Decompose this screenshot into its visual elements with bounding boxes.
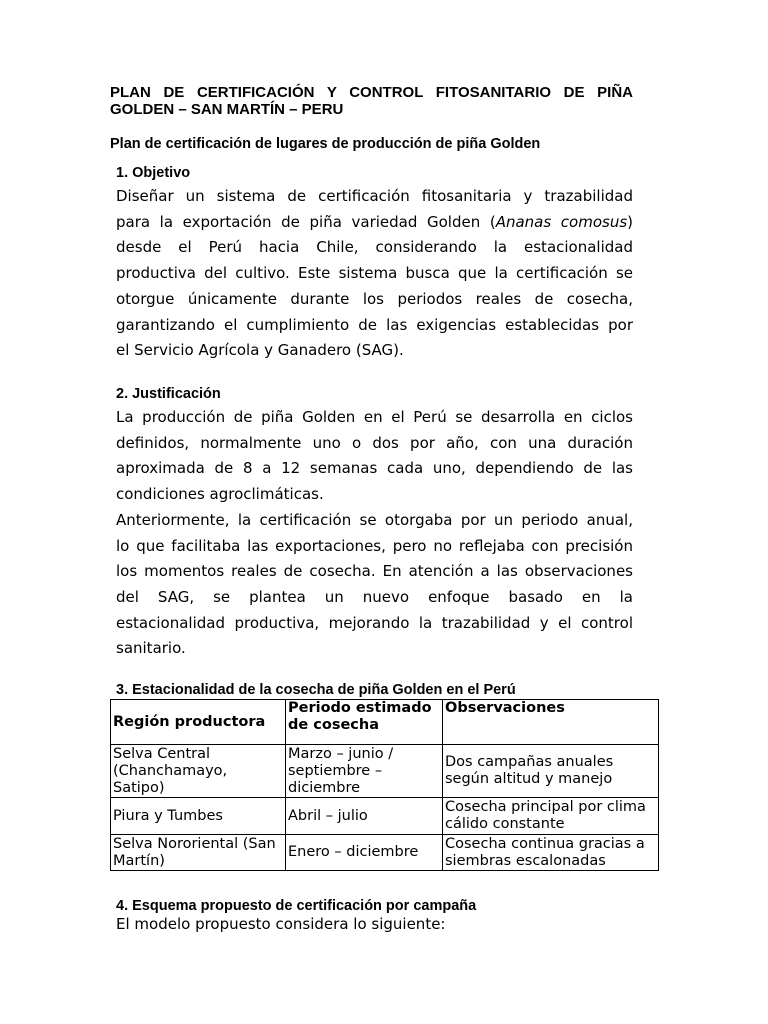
species-lead-text: para la exportación de piña variedad Golden ( [116, 212, 496, 231]
species-name: Ananas comosus [495, 212, 628, 231]
table-cell: Abril – julio [286, 798, 443, 835]
paragraph-line: productiva del cultivo. Este sistema busca que la certificación se [116, 264, 633, 283]
paragraph-line: La producción de piña Golden en el Perú se desarrolla en ciclos [116, 408, 633, 426]
harvest-season-table [110, 699, 659, 871]
table-cell: Piura y Tumbes [111, 798, 286, 835]
paragraph-line: definidos, normalmente uno o dos por año, con una duración [116, 433, 633, 452]
section-1-heading: 1. Objetivo [116, 165, 191, 181]
paragraph-line: lo que facilitaba las exportaciones, pero no reflejaba con precisión [116, 536, 633, 555]
paragraph-line: sanitario. [116, 639, 186, 658]
section-4-intro: El modelo propuesto considera lo siguiente: [116, 915, 446, 933]
section-2-heading: 2. Justificación [116, 386, 221, 402]
table-cell: Selva Central (Chanchamayo, Satipo) [111, 745, 286, 798]
table-header-row [111, 700, 659, 745]
table-cell: Selva Nororiental (San Martín) [111, 835, 286, 871]
table-cell: Dos campañas anuales según altitud y manejo [443, 745, 659, 798]
paragraph-line: Diseñar un sistema de certificación fitosanitaria y trazabilidad [116, 187, 633, 205]
paragraph-line-with-species [116, 210, 633, 236]
species-trail-text: ) [627, 212, 633, 231]
section-1-paragraph [116, 184, 633, 364]
paragraph-line: desde el Perú hacia Chile, considerando la estacionalidad [116, 238, 633, 257]
table-cell: Cosecha continua gracias a siembras escalonadas [443, 835, 659, 871]
paragraph-line: los momentos reales de cosecha. En atención a las observaciones [116, 562, 633, 581]
section-3-heading: 3. Estacionalidad de la cosecha de piña Golden en el Perú [116, 682, 516, 698]
title-line-1: PLAN DE CERTIFICACIÓN Y CONTROL FITOSANITARIO DE PIÑA [110, 84, 633, 101]
paragraph-line: estacionalidad productiva, mejorando la trazabilidad y el control [116, 613, 633, 632]
document-subtitle: Plan de certificación de lugares de producción de piña Golden [110, 136, 541, 152]
paragraph-line: garantizando el cumplimiento de las exigencias establecidas por [116, 315, 633, 334]
table-cell: Marzo – junio / septiembre – diciembre [286, 745, 443, 798]
paragraph-line: aproximada de 8 a 12 semanas cada uno, dependiendo de las [116, 459, 633, 478]
title-line-2: GOLDEN – SAN MARTÍN – PERU [110, 101, 344, 118]
column-header-region: Región productora [111, 700, 286, 745]
table-cell: Enero – diciembre [286, 835, 443, 871]
paragraph-line: el Servicio Agrícola y Ganadero (SAG). [116, 341, 404, 360]
document-title [110, 84, 633, 118]
paragraph-line: condiciones agroclimáticas. [116, 485, 324, 504]
section-2-paragraph [116, 405, 633, 662]
table-row [111, 798, 659, 835]
table-row [111, 745, 659, 798]
section-4-heading: 4. Esquema propuesto de certificación por campaña [116, 898, 477, 914]
table-cell: Cosecha principal por clima cálido constante [443, 798, 659, 835]
paragraph-line: Anteriormente, la certificación se otorgaba por un periodo anual, [116, 510, 633, 529]
table-row [111, 835, 659, 871]
paragraph-line: otorgue únicamente durante los periodos reales de cosecha, [116, 289, 633, 308]
column-header-observations: Observaciones [443, 700, 659, 745]
column-header-period: Periodo estimado de cosecha [286, 700, 443, 745]
paragraph-line: del SAG, se plantea un nuevo enfoque basado en la [116, 587, 633, 606]
